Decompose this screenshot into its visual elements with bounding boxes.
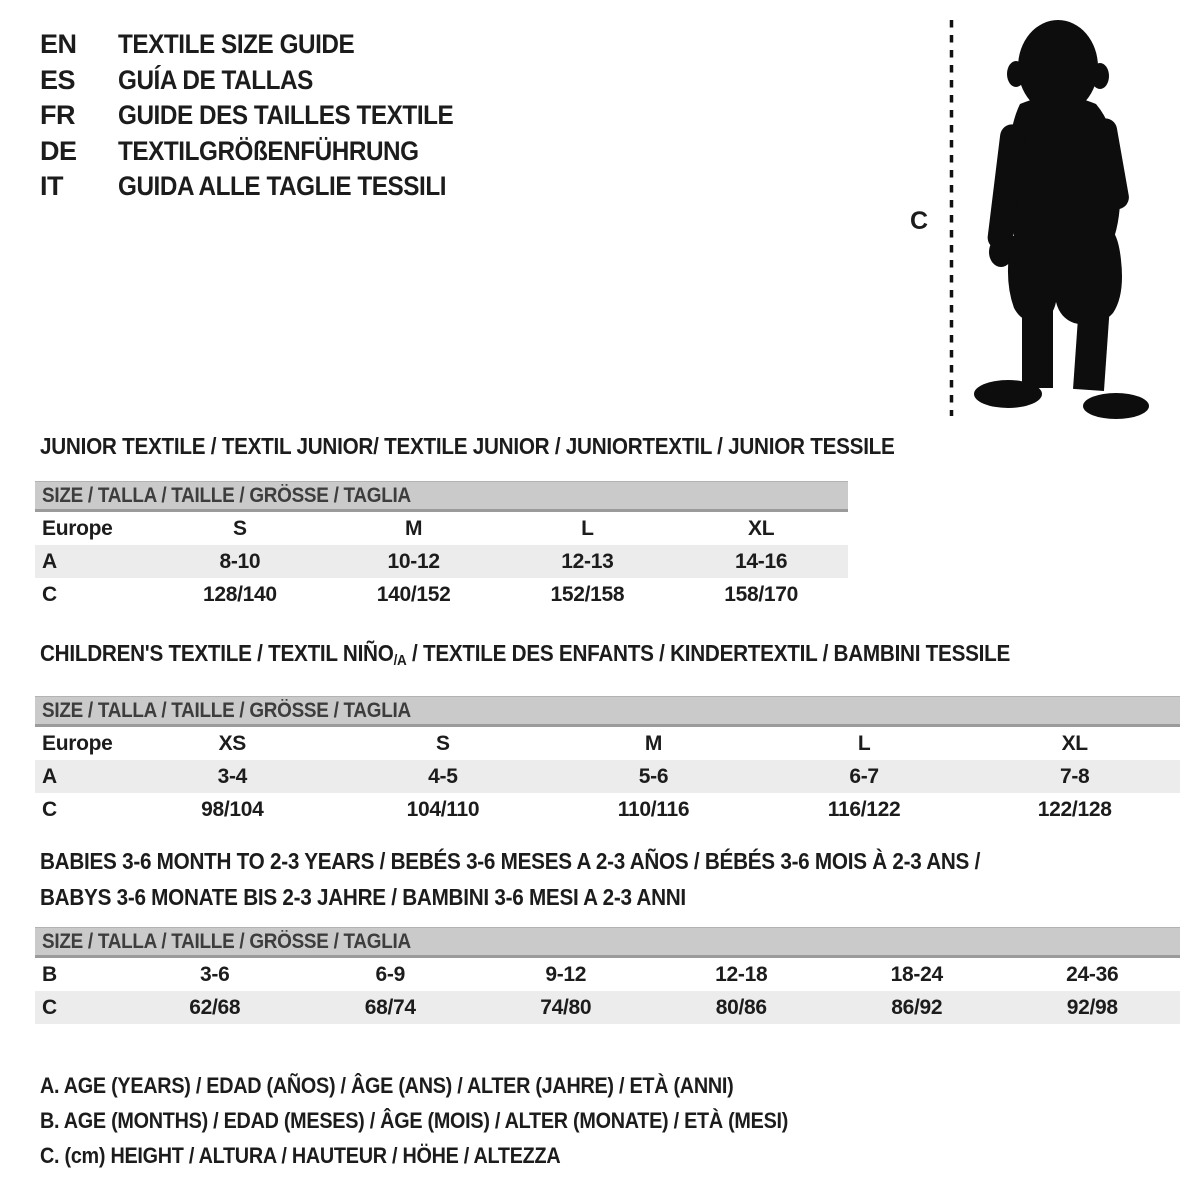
children-heading-pre: CHILDREN'S TEXTILE / TEXTIL NIÑO (40, 640, 394, 666)
row-label: B (42, 963, 57, 986)
lang-code: IT (40, 171, 63, 201)
legend-line-a-text: A. AGE (YEARS) / EDAD (AÑOS) / ÂGE (ANS) / ALTER (JAHRE) / ETÀ (ANNI) (40, 1073, 734, 1098)
height-cell: 104/110 (406, 798, 480, 821)
table-row-height (35, 793, 1180, 826)
height-cell: 152/158 (550, 583, 625, 606)
children-size-header (35, 696, 1180, 727)
lang-row-de (40, 134, 491, 170)
row-label: C (42, 583, 57, 606)
children-heading-post: / TEXTILE DES ENFANTS / KINDERTEXTIL / BAMBINI TESSILE (406, 640, 1011, 666)
legend-line-c-text: C. (cm) HEIGHT / ALTURA / HAUTEUR / HÖHE / ALTEZZA (40, 1143, 561, 1168)
age-cell: 5-6 (638, 765, 669, 788)
size-cell: M (644, 732, 663, 755)
lang-title: GUIDE DES TAILLES TEXTILE (118, 100, 454, 130)
babies-size-header (35, 927, 1180, 958)
size-cell: L (857, 732, 871, 755)
children-heading-sub: /A (393, 652, 407, 669)
size-cell: XL (748, 517, 775, 540)
height-cell: 92/98 (1066, 996, 1118, 1019)
height-cell: 128/140 (202, 583, 277, 606)
size-cell: XL (1061, 732, 1088, 755)
table-row-height (35, 991, 1180, 1024)
table-row-age (35, 760, 1180, 793)
height-cell: 98/104 (201, 798, 264, 821)
junior-table (35, 481, 848, 611)
lang-code: ES (40, 64, 76, 95)
junior-size-header (35, 481, 848, 512)
age-cell: 3-6 (200, 963, 230, 986)
size-cell: XS (218, 732, 246, 755)
lang-row-en (40, 27, 491, 63)
table-row-europe (35, 512, 848, 545)
age-cell: 10-12 (387, 550, 440, 573)
legend-line-a (40, 1068, 871, 1103)
table-row-age-months (35, 958, 1180, 991)
lang-title: TEXTILE SIZE GUIDE (118, 29, 355, 59)
row-label: A (42, 550, 57, 573)
lang-row-fr (40, 98, 491, 134)
age-cell: 14-16 (735, 550, 788, 573)
size-cell: M (405, 517, 423, 540)
junior-section (35, 433, 895, 611)
lang-code: FR (40, 100, 75, 130)
height-cell: 74/80 (540, 996, 592, 1019)
table-row-age (35, 545, 848, 578)
age-cell: 12-18 (715, 963, 768, 986)
row-label: C (42, 996, 57, 1019)
age-cell: 12-13 (561, 550, 614, 573)
row-label: A (42, 765, 57, 788)
height-cell: 86/92 (891, 996, 943, 1019)
height-cell: 68/74 (364, 996, 416, 1019)
size-header-text: SIZE / TALLA / TAILLE / GRÖSSE / TAGLIA (42, 930, 411, 953)
legend-line-b-text: B. AGE (MONTHS) / EDAD (MESES) / ÂGE (MOIS) / ALTER (MONATE) / ETÀ (MESI) (40, 1108, 789, 1133)
toddler-silhouette-icon (948, 12, 1160, 424)
height-cell: 62/68 (189, 996, 241, 1019)
children-section (35, 640, 1180, 826)
size-cell: S (233, 517, 247, 540)
legend (40, 1068, 871, 1173)
babies-section (35, 843, 1180, 1024)
legend-line-c (40, 1138, 871, 1173)
age-cell: 8-10 (219, 550, 261, 573)
height-cell: 122/128 (1037, 798, 1112, 821)
babies-heading-line1: BABIES 3-6 MONTH TO 2-3 YEARS / BEBÉS 3-6 MESES A 2-3 AÑOS / BÉBÉS 3-6 MOIS À 2-3 ANS / (40, 848, 981, 874)
size-header-text: SIZE / TALLA / TAILLE / GRÖSSE / TAGLIA (42, 484, 411, 507)
age-cell: 9-12 (545, 963, 587, 986)
table-row-europe (35, 727, 1180, 760)
lang-code: DE (40, 135, 77, 166)
lang-title: GUIDA ALLE TAGLIE TESSILI (118, 171, 447, 201)
babies-heading-line2: BABYS 3-6 MONATE BIS 2-3 JAHRE / BAMBINI 3-6 MESI A 2-3 ANNI (40, 884, 686, 910)
height-cell: 116/122 (827, 798, 901, 821)
lang-code: EN (40, 29, 77, 59)
height-cell: 80/86 (715, 996, 767, 1019)
row-label: C (42, 798, 57, 821)
age-cell: 3-4 (217, 765, 248, 788)
lang-title: GUÍA DE TALLAS (118, 64, 313, 95)
size-cell: S (436, 732, 450, 755)
row-label: Europe (42, 732, 113, 755)
age-cell: 4-5 (428, 765, 458, 788)
age-cell: 18-24 (890, 963, 943, 986)
lang-row-es (40, 63, 491, 99)
height-cell: 158/170 (724, 583, 799, 606)
height-measure-label: C (910, 207, 929, 235)
age-cell: 6-9 (375, 963, 405, 986)
row-label: Europe (42, 517, 113, 540)
children-table (35, 696, 1180, 826)
children-heading-text (40, 640, 1010, 674)
height-cell: 110/116 (617, 798, 690, 821)
babies-heading (40, 843, 1180, 915)
size-cell: L (581, 517, 594, 540)
age-cell: 24-36 (1066, 963, 1119, 986)
junior-heading (40, 433, 895, 459)
table-row-height (35, 578, 848, 611)
babies-table (35, 927, 1180, 1024)
junior-heading-text: JUNIOR TEXTILE / TEXTIL JUNIOR/ TEXTILE JUNIOR / JUNIORTEXTIL / JUNIOR TESSILE (40, 433, 895, 459)
age-cell: 7-8 (1059, 765, 1090, 788)
age-cell: 6-7 (849, 765, 879, 788)
language-list (40, 27, 491, 205)
lang-title: TEXTILGRÖßENFÜHRUNG (118, 135, 419, 166)
height-cell: 140/152 (376, 583, 451, 606)
legend-line-b (40, 1103, 871, 1138)
size-header-text: SIZE / TALLA / TAILLE / GRÖSSE / TAGLIA (42, 699, 411, 722)
lang-row-it (40, 169, 491, 205)
children-heading (40, 640, 1180, 674)
